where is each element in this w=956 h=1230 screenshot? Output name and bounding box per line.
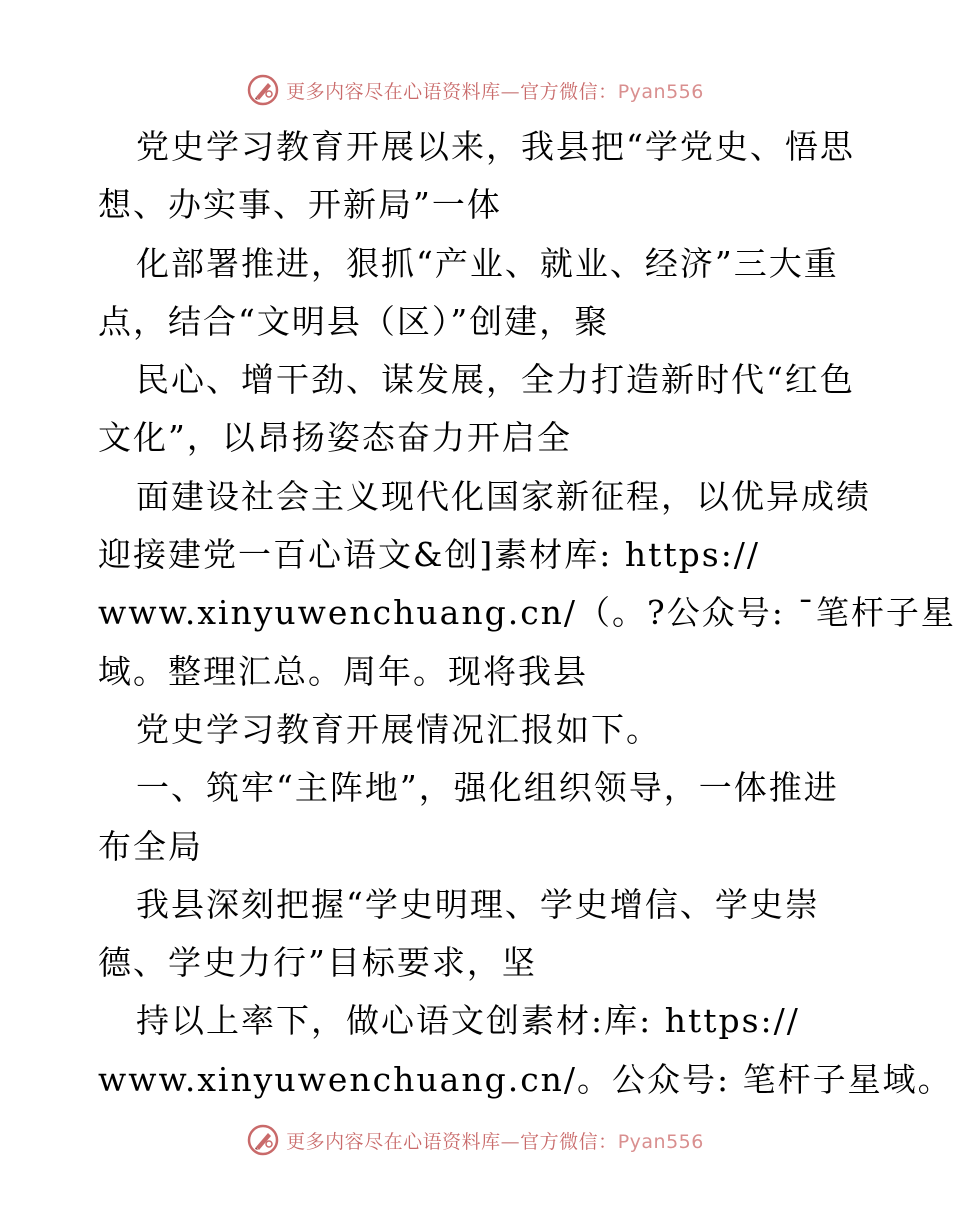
text-line: 迎接建党一百心语文&创]素材库: https:// <box>98 535 761 575</box>
text-line: www.xinyuwenchuang.cn/（。?公众号: ¯笔杆子星 <box>98 593 956 633</box>
header-banner-text <box>286 77 704 104</box>
text-line: 面建设社会主义现代化国家新征程，以优异成绩 <box>136 476 871 516</box>
text-line: 持以上率下，做心语文创素材:库: https:// <box>136 1001 800 1041</box>
section-heading-continued: 布全局 <box>98 826 203 866</box>
header-banner <box>0 70 950 110</box>
logo-icon <box>246 73 280 107</box>
logo-icon <box>246 1123 280 1157</box>
text-line: 民心、增干劲、谋发展，全力打造新时代“红色 <box>136 360 855 400</box>
header-banner-official: 官方微信： <box>520 80 618 103</box>
text-line: 党史学习教育开展以来，我县把“学党史、悟思 <box>136 127 855 166</box>
text-line: 想、办实事、开新局”一体 <box>98 185 502 225</box>
text-line: 德、学史力行”目标要求，坚 <box>98 943 537 983</box>
header-banner-wechat-id: Pyan556 <box>617 80 704 103</box>
document-body <box>98 118 956 1109</box>
header-banner-main: 更多内容尽在心语资料库 <box>286 80 501 103</box>
footer-banner-separator: — <box>500 1130 521 1153</box>
footer-banner-wechat-id: Pyan556 <box>617 1130 704 1153</box>
footer-banner-text <box>286 1127 704 1154</box>
text-line: 域。整理汇总。周年。现将我县 <box>98 651 588 691</box>
footer-banner-main: 更多内容尽在心语资料库 <box>286 1130 501 1153</box>
section-heading: 一、筑牢“主阵地”，强化组织领导，一体推进 <box>136 768 839 808</box>
text-line: www.xinyuwenchuang.cn/。公众号: 笔杆子星域。 <box>98 1059 953 1099</box>
footer-banner-official: 官方微信： <box>520 1130 618 1153</box>
header-banner-separator: — <box>500 80 521 103</box>
text-line: 化部署推进，狠抓“产业、就业、经济”三大重 <box>136 243 839 283</box>
text-line: 党史学习教育开展情况汇报如下。 <box>136 709 661 749</box>
text-line: 点，结合“文明县（区）”创建，聚 <box>98 301 610 341</box>
text-line: 文化”，以昂扬姿态奋力开启全 <box>98 418 572 458</box>
text-line: 我县深刻把握“学史明理、学史增信、学史崇 <box>136 884 820 924</box>
footer-banner <box>0 1120 950 1160</box>
